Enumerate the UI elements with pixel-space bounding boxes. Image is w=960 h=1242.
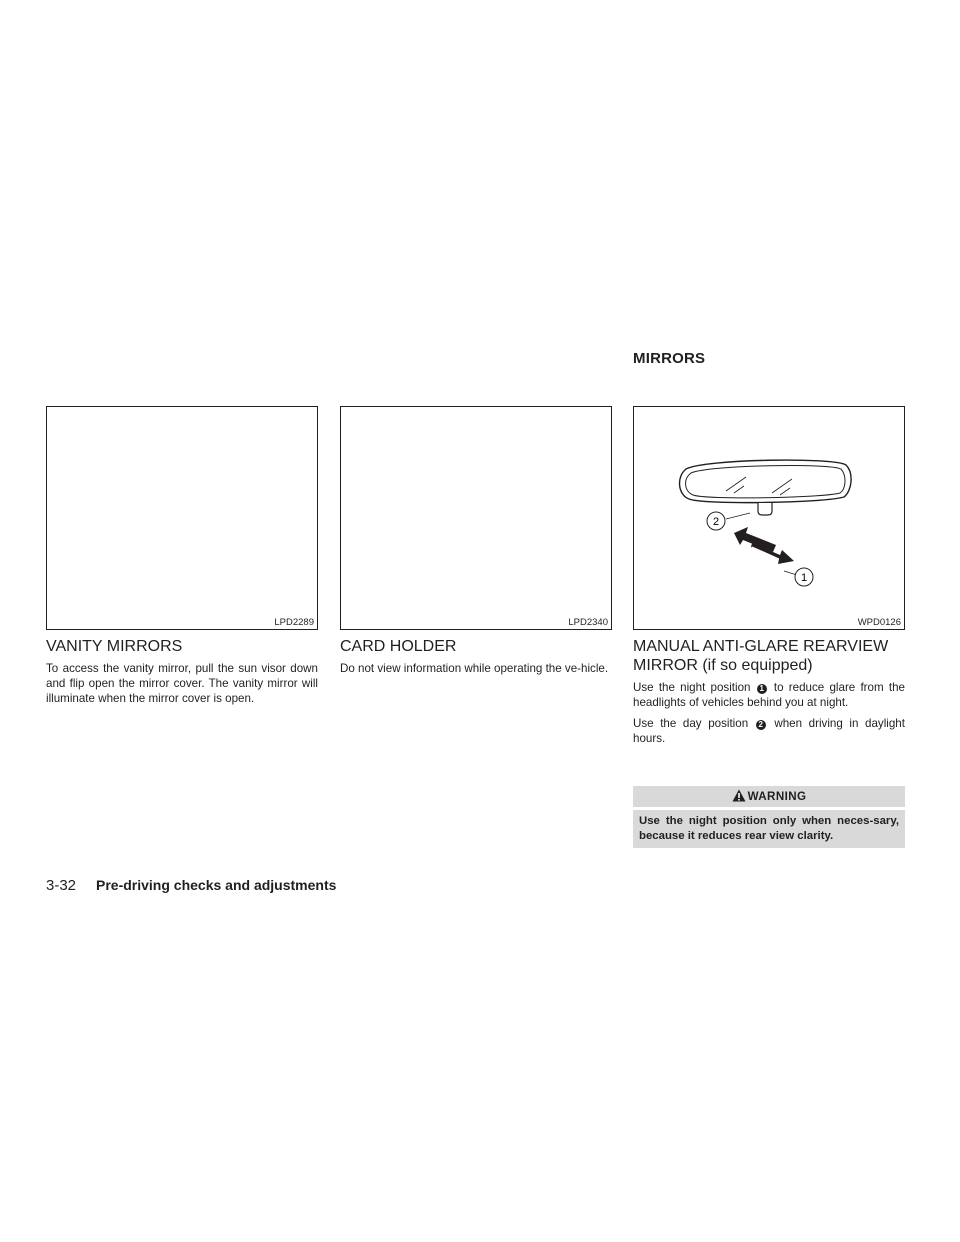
warning-triangle-icon	[732, 789, 746, 802]
number-2-icon: 2	[756, 720, 766, 730]
warning-label: WARNING	[747, 790, 807, 803]
rearview-heading-line1: MANUAL ANTI-GLARE REARVIEW	[633, 638, 889, 655]
vanity-mirrors-text: To access the vanity mirror, pull the sun visor down and flip open the mirror cover. The vanity mirror will illuminate when the mirror cover is open.	[46, 662, 318, 705]
day-position-text-before: Use the day position	[633, 717, 749, 730]
figure-vanity-mirror	[46, 406, 318, 630]
rearview-mirror-heading	[633, 637, 913, 675]
warning-header	[633, 786, 905, 807]
figure-code: LPD2289	[274, 617, 314, 628]
chapter-title: Pre-driving checks and adjustments	[96, 877, 337, 893]
number-1-icon: 1	[757, 684, 767, 694]
warning-text: Use the night position only when neces-sary, because it reduces rear view clarity.	[633, 810, 905, 848]
page-number: 3-32	[46, 877, 77, 894]
card-holder-heading: CARD HOLDER	[340, 638, 457, 655]
night-position-text	[633, 680, 905, 710]
day-position-text	[633, 716, 905, 746]
vanity-mirrors-heading: VANITY MIRRORS	[46, 638, 183, 655]
figure-code: WPD0126	[857, 617, 901, 628]
night-position-text-after: to reduce glare from the headlights of vehicles behind you at night.	[633, 681, 905, 709]
night-position-text-before: Use the night position	[633, 681, 751, 694]
section-title: MIRRORS	[633, 350, 706, 367]
callout-2: 2	[712, 516, 720, 528]
day-position-text-after: when driving in daylight hours.	[633, 717, 905, 745]
callout-1: 1	[800, 572, 808, 584]
figure-rearview-mirror	[633, 406, 905, 630]
card-holder-text: Do not view information while operating the ve-hicle.	[340, 662, 609, 675]
figure-card-holder	[340, 406, 612, 630]
rearview-heading-line2: MIRROR (if so equipped)	[633, 657, 813, 674]
figure-code: LPD2340	[568, 617, 608, 628]
rearview-mirror-illustration	[634, 407, 904, 629]
